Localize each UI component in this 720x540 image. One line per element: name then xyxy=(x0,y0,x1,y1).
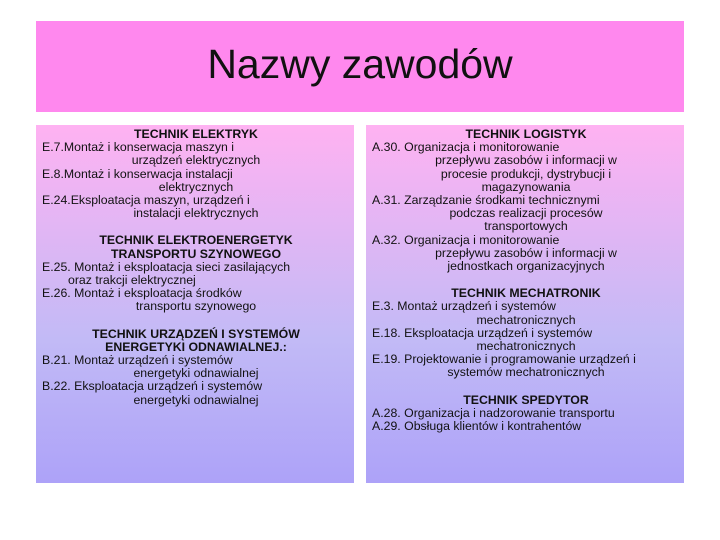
list-item xyxy=(372,327,680,353)
list-item xyxy=(372,194,680,234)
item-line: elektrycznych xyxy=(158,179,234,194)
list-item xyxy=(42,168,350,194)
list-item xyxy=(42,141,350,167)
item-line: przepływu zasobów i informacji w xyxy=(435,153,617,168)
item-line: E.3. Montaż urządzeń i systemów xyxy=(372,299,556,314)
item-line: E.8.Montaż i konserwacja instalacji xyxy=(42,166,233,181)
item-line: oraz trakcji elektrycznej xyxy=(68,273,196,288)
list-item xyxy=(42,354,350,380)
list-item xyxy=(372,300,680,326)
item-line: A.31. Zarządzanie środkami technicznymi xyxy=(372,193,600,208)
item-line: urządzeń elektrycznych xyxy=(131,153,261,168)
item-line: A.28. Organizacja i nadzorowanie transportu xyxy=(372,405,615,420)
item-line: mechatronicznych xyxy=(476,339,576,354)
item-line: instalacji elektrycznych xyxy=(133,206,259,221)
item-line: systemów mechatronicznych xyxy=(447,365,605,380)
title-bar xyxy=(36,21,684,112)
item-line: mechatronicznych xyxy=(476,312,576,327)
item-line: procesie produkcji, dystrybucji i xyxy=(440,166,612,181)
list-item xyxy=(42,194,350,220)
left-panel xyxy=(36,125,354,483)
heading-line: ENERGETYKI ODNAWIALNEJ.: xyxy=(105,339,287,354)
list-item xyxy=(372,141,680,194)
item-line: E.7.Montaż i konserwacja maszyn i xyxy=(42,140,235,155)
list-item xyxy=(372,234,680,274)
item-line: energetyki odnawialnej xyxy=(133,366,259,381)
item-line: E.19. Projektowanie i programowanie urządzeń i xyxy=(372,352,636,367)
item-line: A.32. Organizacja i monitorowanie xyxy=(372,232,560,247)
item-line: E.26. Montaż i eksploatacja środków xyxy=(42,286,242,301)
item-line: magazynowania xyxy=(481,179,571,194)
item-line: energetyki odnawialnej xyxy=(133,392,259,407)
heading-line: TECHNIK URZĄDZEŃ I SYSTEMÓW xyxy=(92,326,300,341)
item-line: podczas realizacji procesów xyxy=(449,206,603,221)
section-heading-mechatronik: TECHNIK MECHATRONIK xyxy=(451,286,601,301)
item-line: B.22. Eksploatacja urządzeń i systemów xyxy=(42,379,263,394)
section-heading-spedytor: TECHNIK SPEDYTOR xyxy=(463,392,589,407)
heading-line: TECHNIK ELEKTROENERGETYK xyxy=(99,233,293,248)
list-item xyxy=(372,420,680,433)
section-heading-oze xyxy=(42,328,350,354)
item-line: A.29. Obsługa klientów i kontrahentów xyxy=(372,419,582,434)
list-item xyxy=(42,380,350,406)
right-panel xyxy=(366,125,684,483)
list-item xyxy=(42,287,350,313)
heading-line: TRANSPORTU SZYNOWEGO xyxy=(110,246,282,261)
item-line: A.30. Organizacja i monitorowanie xyxy=(372,140,560,155)
item-line: B.21. Montaż urządzeń i systemów xyxy=(42,353,233,368)
list-item xyxy=(42,261,350,287)
item-line: jednostkach organizacyjnych xyxy=(447,259,605,274)
item-line: transportu szynowego xyxy=(135,299,257,314)
item-line: E.25. Montaż i eksploatacja sieci zasilających xyxy=(42,259,291,274)
section-heading-logistyk: TECHNIK LOGISTYK xyxy=(465,127,587,141)
page-title: Nazwy zawodów xyxy=(207,41,513,87)
section-heading-elektryk: TECHNIK ELEKTRYK xyxy=(134,127,258,141)
list-item xyxy=(372,353,680,379)
item-line: transportowych xyxy=(484,219,568,234)
item-line: E.24.Eksploatacja maszyn, urządzeń i xyxy=(42,193,250,208)
item-line: E.18. Eksploatacja urządzeń i systemów xyxy=(372,325,593,340)
item-line: przepływu zasobów i informacji w xyxy=(435,245,617,260)
section-heading-elektroenergetyk xyxy=(42,234,350,260)
